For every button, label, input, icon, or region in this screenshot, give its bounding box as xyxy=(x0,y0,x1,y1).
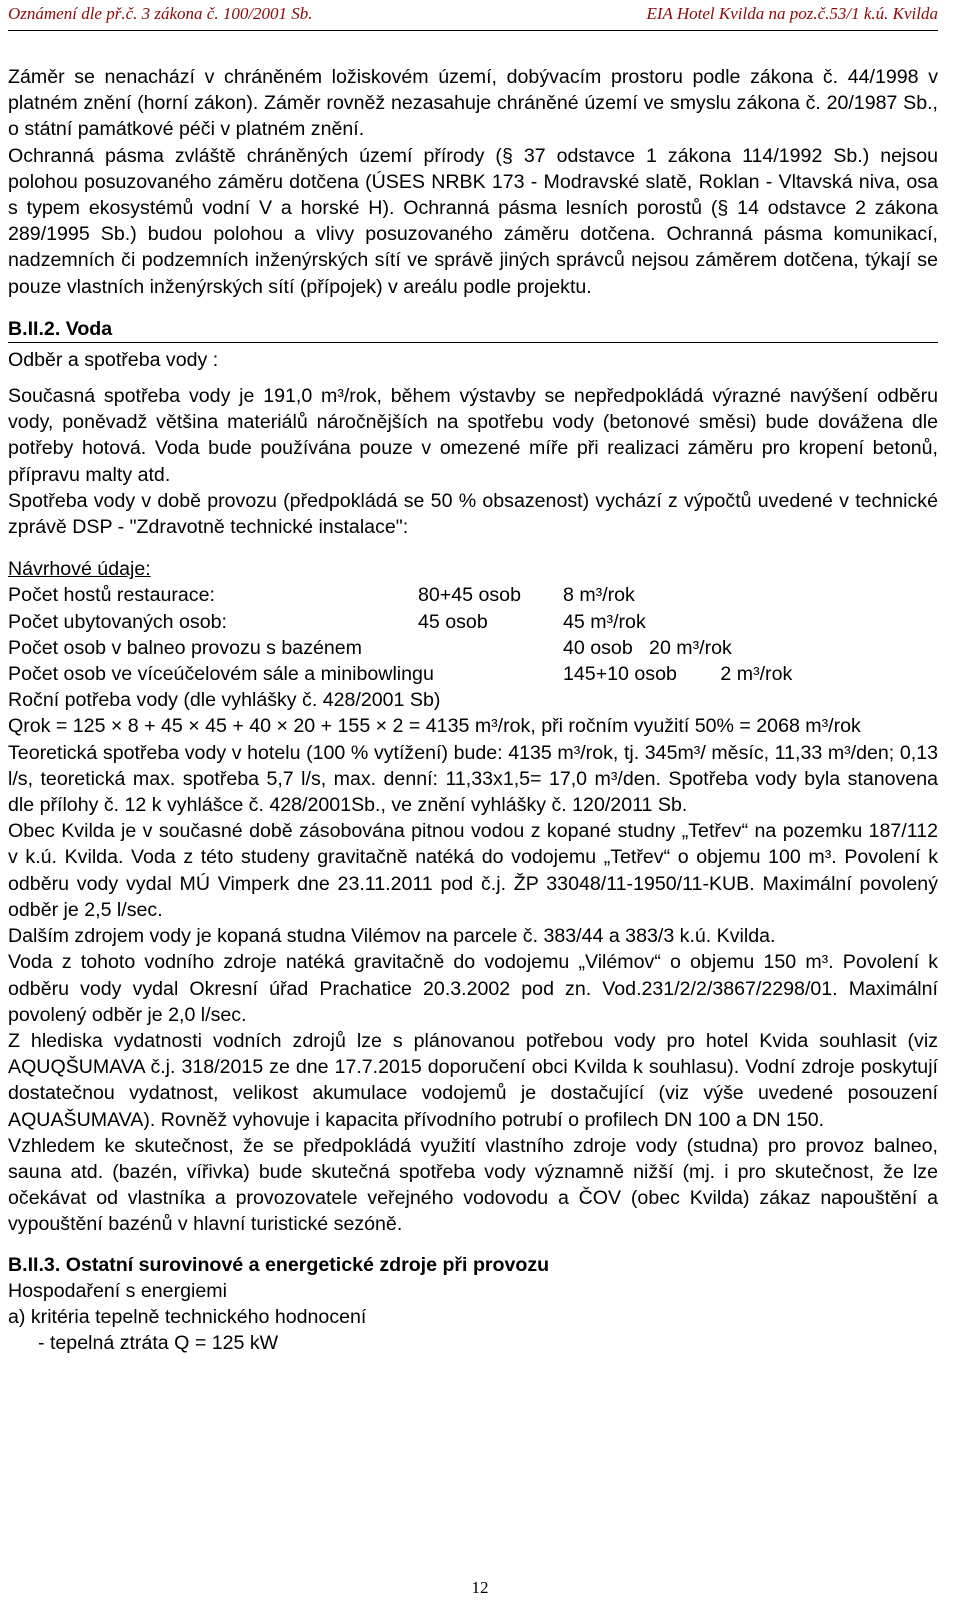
table-row xyxy=(8,661,938,687)
subheading-odber: Odběr a spotřeba vody : xyxy=(8,348,219,371)
energy-line-2: a) kritéria tepelně technického hodnocení xyxy=(8,1305,367,1328)
row-value: 40 osob 20 m³/rok xyxy=(563,636,732,659)
row-label: Počet osob v balneo provozu s bazénem xyxy=(8,636,362,659)
section-heading-energy: B.II.3. Ostatní surovinové a energetické zdroje při provozu xyxy=(8,1253,550,1276)
row-label: Počet osob ve víceúčelovém sále a minibowlingu xyxy=(8,663,434,686)
qrok-formula: Qrok = 125 × 8 + 45 × 45 + 40 × 20 + 155 × 2 = 4135 m³/rok, při ročním využití 50% = 2068 m³/rok xyxy=(8,715,861,738)
row-label: Počet hostů restaurace: xyxy=(8,584,215,607)
page-header xyxy=(8,0,938,31)
voda-paragraph-8: Vzhledem ke skutečnost, že se předpokládá využití vlastního zdroje vody (studna) pro provoz balneo, sauna atd. (bazén, vířivka) bude skutečná spotřeba vody významně nižší (mj. i pro skutečnost, že lze očekávat od vlastníka a provozovatele veřejného vodovodu a ČOV (obec Kvilda) zákaz napouštění a vypouštění bazénů v hlavní turistické sezóně. xyxy=(8,1134,938,1236)
row-value: 8 m³/rok xyxy=(563,584,635,607)
row-count: 80+45 osob xyxy=(418,584,521,607)
voda-paragraph-5: Dalším zdrojem vody je kopaná studna Vilémov na parcele č. 383/44 a 383/3 k.ú. Kvilda. xyxy=(8,925,776,948)
page-number: 12 xyxy=(471,1578,489,1597)
voda-paragraph-1: Současná spotřeba vody je 191,0 m³/rok, během výstavby se nepředpokládá výrazné navýšení odběru vody, poněvadž většina materiálů náročnějších na spotřebu vody (betonové směsi) bude dovážena dle potřeby hotová. Voda bude používána pouze v omezené míře při realizaci záměru pro kropení betonů, přípravu malty atd. xyxy=(8,385,938,486)
voda-paragraph-7: Z hlediska vydatnosti vodních zdrojů lze s plánovanou potřebou vody pro hotel Kvida souhlasit (viz AQUQŠUMAVA č.j. 318/2015 ze dne 17.7.2015 doporučení obci Kvilda k souhlasu). Vodní zdroje poskytují dostatečnou vydatnost, velikost akumulace vodojemů je dostačující (viz výše uvedené posouzení AQUAŠUMAVA). Rovněž vyhovuje i kapacita přívodního potrubí o profilech DN 100 a DN 150. xyxy=(8,1029,938,1131)
voda-paragraph-3: Teoretická spotřeba vody v hotelu (100 % vytížení) bude: 4135 m³/rok, tj. 345m³/ měsíc, 11,33 m³/den; 0,13 l/s, teoretická max. spotřeba 5,7 l/s, max. denní: 11,33x1,5= 17,0 m³/den. Spotřeba vody byla stanovena dle přílohy č. 12 k vyhlášce č. 428/2001Sb., ve znění vyhlášky č. 120/2011 Sb. xyxy=(8,741,938,817)
header-left: Oznámení dle př.č. 3 zákona č. 100/2001 Sb. xyxy=(8,4,313,23)
annual-requirement: Roční potřeba vody (dle vyhlášky č. 428/2001 Sb) xyxy=(8,689,441,712)
voda-paragraph-6: Voda z tohoto vodního zdroje natéká gravitačně do vodojemu „Vilémov“ o objemu 150 m³. Povolení k odběru vody vydal Okresní úřad Prachatice 20.3.2002 pod zn. Vod.231/2/2/3867/2298/01. Maximální povolený odběr je 2,0 l/sec. xyxy=(8,951,938,1026)
voda-paragraph-4: Obec Kvilda je v současné době zásobována pitnou vodou z kopané studny „Tetřev“ na pozemku 187/112 v k.ú. Kvilda. Voda z této studeny gravitačně natéká do vodojemu „Tetřev“ o objemu 100 m³. Povolení k odběru vody vydal MÚ Vimperk dne 23.11.2011 pod č.j. ŽP 33048/11-1950/11-KUB. Maximální povolený odběr je 2,5 l/sec. xyxy=(8,820,938,921)
row-value: 45 m³/rok xyxy=(563,610,646,633)
row-value: 145+10 osob 2 m³/rok xyxy=(563,663,793,686)
document-body xyxy=(8,64,938,1356)
intro-paragraph-1: Záměr se nenachází v chráněném ložiskovém území, dobývacím prostoru podle zákona č. 44/1998 v platném znění (horní zákon). Záměr rovněž nezasahuje chráněné území ve smyslu zákona č. 20/1987 Sb., o státní památkové péči v platném znění. xyxy=(8,66,938,141)
intro-paragraph-2: Ochranná pásma zvláště chráněných území přírody (§ 37 odstavce 1 zákona 114/1992 Sb.) nejsou polohou posuzovaného záměru dotčena (ÚSES NRBK 173 - Modravské slatě, Roklan - Vltavská niva, osa s typem ekosystémů vodní V a horské H). Ochranná pásma lesních porostů (§ 14 odstavce 2 zákona 289/1995 Sb.) budou polohou a vlivy posuzovaného záměru dotčena. Ochranná pásma komunikací, nadzemních či podzemních inženýrských sítí ve správě jiných správců nejsou záměrem dotčena, týkají se pouze vlastních inženýrských sítí (přípojek) v areálu podle projektu. xyxy=(8,144,938,298)
voda-paragraph-2: Spotřeba vody v době provozu (předpokládá se 50 % obsazenost) vychází z výpočtů uvedené v technické zprávě DSP - "Zdravotně technické instalace": xyxy=(8,489,938,539)
header-right: EIA Hotel Kvilda na poz.č.53/1 k.ú. Kvilda xyxy=(646,4,938,23)
energy-line-1: Hospodaření s energiemi xyxy=(8,1279,227,1302)
row-label: Počet ubytovaných osob: xyxy=(8,610,227,633)
row-count: 45 osob xyxy=(418,610,488,633)
section-heading-voda: B.II.2. Voda xyxy=(8,316,938,343)
table-row xyxy=(8,609,938,635)
table-row xyxy=(8,582,938,608)
table-row xyxy=(8,635,938,661)
energy-line-3: - tepelná ztráta Q = 125 kW xyxy=(38,1332,279,1355)
navrh-title: Návrhové údaje: xyxy=(8,558,151,581)
